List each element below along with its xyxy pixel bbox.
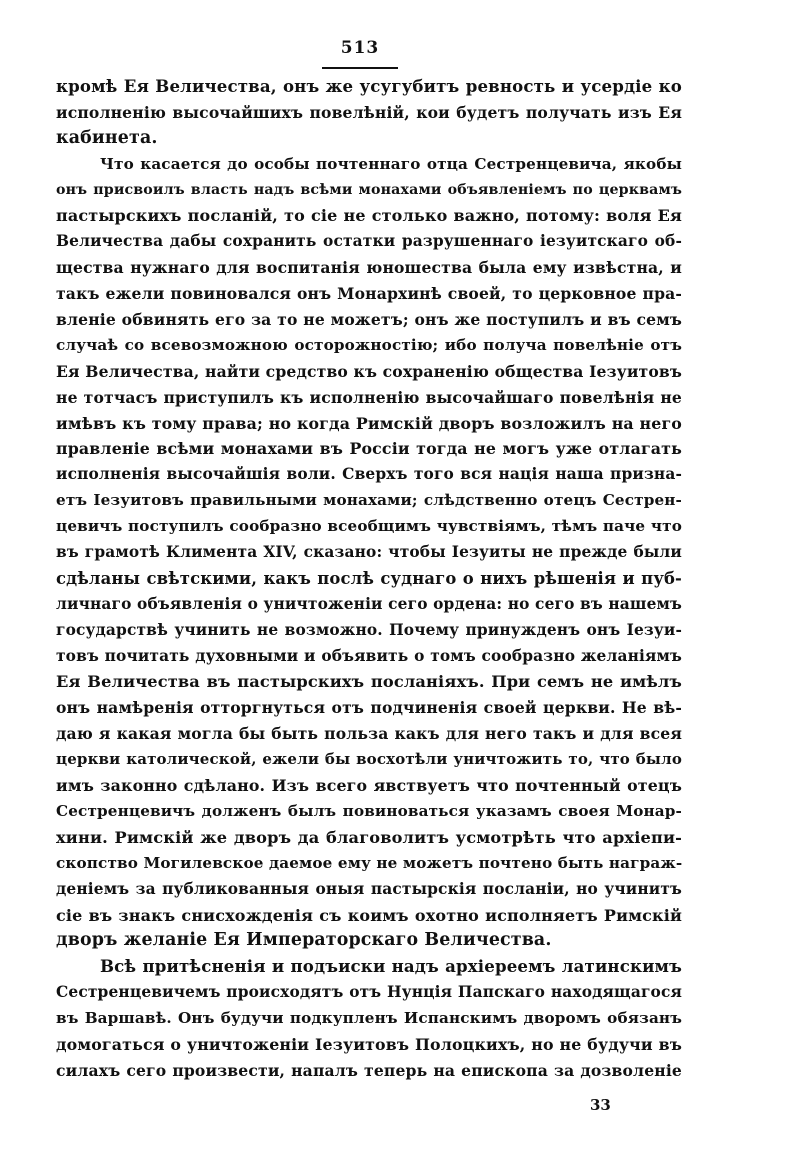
text-line: етъ Іезуитовъ правильными монахами; слѣдственно отецъ Сестрен- xyxy=(56,491,682,510)
text-line: сіе въ знакъ снисхожденія съ коимъ охотно исполняетъ Римскій xyxy=(56,905,682,925)
text-line: силахъ сего произвести, напалъ теперь на епископа за дозволеніе xyxy=(56,1060,682,1080)
text-line: исполненія высочайшія воли. Сверхъ того вся нація наша призна- xyxy=(56,465,682,484)
text-line: не тотчасъ приступилъ къ исполненію высочайшаго повелѣнія не xyxy=(56,387,682,407)
text-line: такъ ежели повиновался онъ Монархинѣ своей, то церковное пра- xyxy=(56,284,682,304)
text-line: онъ намѣренія отторгнуться отъ подчиненія своей церкви. Не вѣ- xyxy=(56,698,682,718)
header-rule xyxy=(322,67,398,69)
text-line: въ грамотѣ Климента XIV, сказано: чтобы Іезуиты не прежде были xyxy=(56,543,682,562)
text-line: въ Варшавѣ. Онъ будучи подкупленъ Испанскимъ дворомъ обязанъ xyxy=(56,1009,682,1028)
page-number: 513 xyxy=(340,38,380,58)
text-line: имъ законно сдѣлано. Изъ всего явствуетъ что почтенный отецъ xyxy=(56,776,682,796)
text-line: имѣвъ къ тому права; но когда Римскій дворъ возложилъ на него xyxy=(56,413,682,433)
text-line: товъ почитать духовными и объявить о томъ сообразно желаніямъ xyxy=(56,646,682,665)
text-line: Величества дабы сохранить остатки разрушеннаго іезуитскаго об- xyxy=(56,232,682,251)
text-line: кабинета. xyxy=(56,127,158,148)
text-line: случаѣ со всевозможною осторожностію; ибо получа повелѣніе отъ xyxy=(56,335,682,354)
text-line: личнаго объявленія о уничтоженіи сего ордена: но сего въ нашемъ xyxy=(56,594,682,613)
text-line: домогаться о уничтоженіи Іезуитовъ Полоцкихъ, но не будучи въ xyxy=(56,1034,682,1054)
text-line: онъ присвоилъ власть надъ всѣми монахами объявленіемъ по церквамъ xyxy=(56,181,682,198)
text-line: правленіе всѣми монахами въ Россіи тогда не могъ уже отлагать xyxy=(56,439,682,459)
paragraph-start-line: Всѣ притѣсненія и подъиски надъ архіереемъ латинскимъ xyxy=(100,956,682,977)
text-line: исполненію высочайшихъ повелѣній, кои будетъ получать изъ Ея xyxy=(56,102,682,122)
text-line: Сестренцевичемъ происходятъ отъ Нунція Папскаго находящагося xyxy=(56,983,682,1002)
text-line: пастырскихъ посланій, то сіе не столько важно, потому: воля Ея xyxy=(56,206,682,226)
text-line: Ея Величества въ пастырскихъ посланіяхъ. При семъ не имѣлъ xyxy=(56,672,682,692)
text-line: Ея Величества, найти средство къ сохраненію общества Іезуитовъ xyxy=(56,361,682,381)
text-line: государствѣ учинить не возможно. Почему принужденъ онъ Іезуи- xyxy=(56,620,682,639)
text-line: скопство Могилевское даемое ему не можетъ почтено быть награж- xyxy=(56,853,683,872)
paragraph-start-line: Что касается до особы почтеннаго отца Сестренцевича, якобы xyxy=(100,154,682,173)
text-line: даю я какая могла бы быть польза какъ для него такъ и для всея xyxy=(56,724,682,744)
text-line: вленіе обвинять его за то не можетъ; онъ же поступилъ и въ семъ xyxy=(56,310,682,330)
text-line: цевичъ поступилъ сообразно всеобщимъ чувствіямъ, тѣмъ паче что xyxy=(56,517,682,536)
text-line: щества нужнаго для воспитанія юношества была ему извѣстна, и xyxy=(56,258,682,278)
text-line: церкви католической, ежели бы восхотѣли уничтожить то, что было xyxy=(56,750,682,769)
text-line: деніемъ за публикованныя оныя пастырскія посланіи, но учинитъ xyxy=(56,879,682,898)
text-line: Сестренцевичъ долженъ былъ повиноваться указамъ своея Монар- xyxy=(56,801,682,820)
signature-mark: 33 xyxy=(590,1096,611,1114)
text-line: сдѣланы свѣтскими, какъ послѣ суднаго о нихъ рѣшенія и пуб- xyxy=(56,568,682,588)
text-line: дворъ желаніе Ея Императорскаго Величества. xyxy=(56,930,552,951)
body-text xyxy=(56,74,682,1084)
text-line: хини. Римскій же дворъ да благоволитъ усмотрѣть что архіепи- xyxy=(56,827,682,847)
text-line: кромѣ Ея Величества, онъ же усугубитъ ревность и усердіе ко xyxy=(56,76,682,96)
